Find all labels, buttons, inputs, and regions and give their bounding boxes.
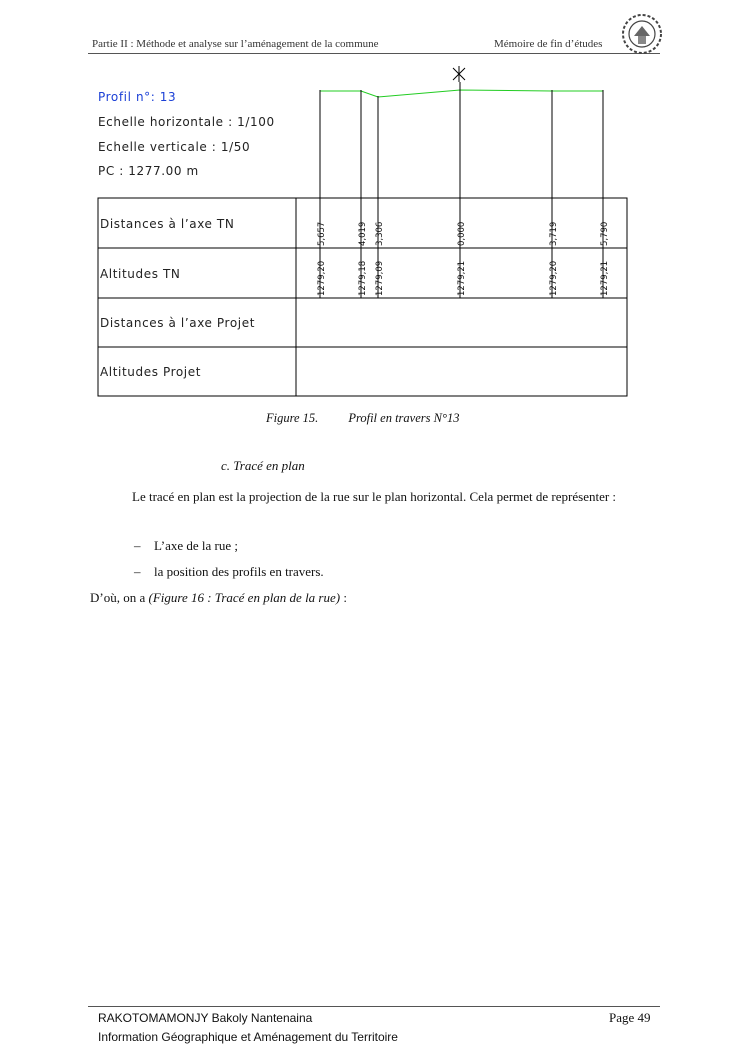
- distance-label: 4,019: [358, 221, 368, 246]
- row-label-altitudes-projet: Altitudes Projet: [100, 365, 202, 379]
- profile-title: Profil n°: 13: [98, 90, 177, 104]
- figure-reference-tail: :: [340, 590, 347, 605]
- bullet-item: – L’axe de la rue ;: [134, 538, 238, 553]
- bullet-text: L’axe de la rue ;: [154, 538, 238, 553]
- profile-scale-vertical: Echelle verticale : 1/50: [98, 140, 251, 154]
- axis-marker-icon: [453, 66, 465, 82]
- altitude-label: 1279,21: [600, 260, 610, 296]
- figure-reference-lead: D’où, on a: [90, 590, 149, 605]
- distance-label: 0,000: [457, 221, 467, 246]
- footer-rule: [88, 1006, 660, 1007]
- profile-reference-plane: PC : 1277.00 m: [98, 164, 199, 178]
- figure-caption: [266, 411, 459, 426]
- altitude-label: 1279,18: [358, 260, 368, 296]
- row-label-altitudes-tn: Altitudes TN: [100, 267, 181, 281]
- figure-reference: (Figure 16 : Tracé en plan de la rue): [148, 590, 341, 605]
- bullet-text: la position des profils en travers.: [154, 564, 324, 579]
- figure-number: Figure 15.: [266, 411, 319, 425]
- altitude-label: 1279,20: [317, 260, 327, 296]
- cross-section-profile: [0, 0, 745, 405]
- terrain-line: [320, 90, 603, 97]
- altitude-label: 1279,20: [549, 260, 559, 296]
- distance-label: 5,657: [317, 221, 327, 246]
- figure-title: Profil en travers N°13: [348, 411, 460, 425]
- page-number: Page 49: [609, 1010, 651, 1025]
- profile-scale-horizontal: Echelle horizontale : 1/100: [98, 115, 275, 129]
- row-label-distances-projet: Distances à l’axe Projet: [100, 316, 255, 330]
- body-paragraph: Le tracé en plan est la projection de la rue sur le plan horizontal. Cela permet de représenter :: [132, 489, 617, 504]
- section-heading: c. Tracé en plan: [221, 458, 305, 473]
- row-label-distances-tn: Distances à l’axe TN: [100, 217, 235, 231]
- footer-program: Information Géographique et Aménagement du Territoire: [98, 1030, 398, 1044]
- altitude-label: 1279,09: [375, 260, 385, 296]
- footer-author: RAKOTOMAMONJY Bakoly Nantenaina: [98, 1011, 313, 1025]
- distance-label: 5,790: [600, 221, 610, 246]
- figure-reference-line: [90, 590, 347, 606]
- altitude-label: 1279,21: [457, 260, 467, 296]
- distance-label: 3,719: [549, 221, 559, 246]
- header-left: Partie II : Méthode et analyse sur l’aménagement de la commune: [92, 38, 379, 50]
- bullet-item: – la position des profils en travers.: [134, 564, 324, 579]
- distance-label: 3,306: [375, 221, 385, 246]
- header-right: Mémoire de fin d’études: [494, 38, 603, 50]
